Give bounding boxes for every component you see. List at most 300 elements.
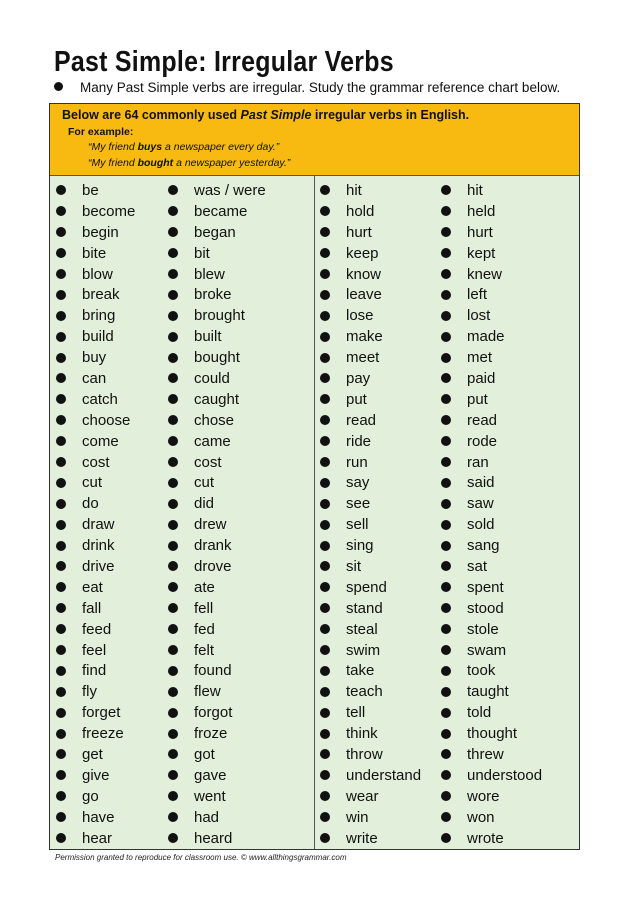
bullet-icon: [56, 770, 66, 780]
verb-text: left: [467, 286, 488, 304]
bullet-icon: [320, 541, 330, 551]
verb-row: [56, 326, 135, 347]
bullet-icon: [441, 185, 451, 195]
bullet-icon: [56, 353, 66, 363]
verb-row: [320, 681, 421, 702]
verb-text: began: [194, 223, 236, 241]
verb-row: [56, 284, 135, 305]
verb-text: be: [82, 181, 99, 199]
verb-text: cut: [82, 474, 103, 492]
verb-text: become: [82, 202, 136, 220]
verb-row: [56, 264, 135, 285]
verb-row: [168, 201, 266, 222]
verb-row: [56, 556, 135, 577]
verb-text: make: [346, 328, 383, 346]
verb-text: fall: [82, 599, 102, 617]
bullet-icon: [320, 353, 330, 363]
verb-row: [56, 222, 135, 243]
bullet-icon: [56, 541, 66, 551]
verb-text: read: [467, 411, 498, 429]
verb-row: [56, 305, 135, 326]
verb-text: did: [194, 495, 215, 513]
verb-text: stand: [346, 599, 383, 617]
verb-row: [441, 765, 542, 786]
verb-text: won: [467, 808, 495, 826]
verb-row: [320, 660, 421, 681]
bullet-icon: [56, 520, 66, 530]
verb-row: [168, 243, 266, 264]
verb-row: [168, 786, 266, 807]
past-form-column-1: [168, 180, 266, 849]
verb-text: hit: [346, 181, 362, 199]
bullet-icon: [441, 582, 451, 592]
verb-row: [441, 452, 542, 473]
verb-text: broke: [194, 286, 232, 304]
verb-row: [441, 493, 542, 514]
verb-text: tell: [346, 704, 366, 722]
bullet-icon: [56, 248, 66, 258]
verb-row: [168, 828, 266, 849]
verb-text: feel: [82, 641, 107, 659]
verb-text: break: [82, 286, 120, 304]
verb-row: [168, 305, 266, 326]
verb-row: [168, 577, 266, 598]
bullet-icon: [320, 520, 330, 530]
verb-row: [168, 723, 266, 744]
verb-row: [320, 368, 421, 389]
bullet-icon: [320, 394, 330, 404]
bullet-icon: [168, 499, 178, 509]
verb-row: [168, 452, 266, 473]
verb-text: understand: [346, 766, 422, 784]
verb-row: [168, 598, 266, 619]
bullet-icon: [441, 645, 451, 655]
bullet-icon: [441, 269, 451, 279]
verb-text: sell: [346, 516, 369, 534]
bullet-icon: [320, 561, 330, 571]
verb-text: lose: [346, 307, 374, 325]
verb-row: [56, 243, 135, 264]
verb-row: [56, 723, 135, 744]
bullet-icon: [168, 749, 178, 759]
verb-row: [441, 326, 542, 347]
verb-text: write: [346, 829, 378, 847]
verb-row: [320, 619, 421, 640]
bullet-icon: [320, 791, 330, 801]
verb-text: drew: [194, 516, 227, 534]
verb-row: [441, 619, 542, 640]
verb-row: [441, 222, 542, 243]
bullet-icon: [320, 812, 330, 822]
verb-text: met: [467, 349, 493, 367]
bullet-icon: [56, 645, 66, 655]
verb-row: [56, 431, 135, 452]
verb-text: brought: [194, 307, 245, 325]
bullet-icon: [441, 687, 451, 697]
bullet-icon: [441, 833, 451, 843]
verb-row: [56, 493, 135, 514]
verb-row: [441, 681, 542, 702]
verb-row: [56, 702, 135, 723]
verb-row: [56, 828, 135, 849]
bullet-icon: [56, 373, 66, 383]
verb-text: do: [82, 495, 99, 513]
bullet-icon: [441, 749, 451, 759]
verb-text: rode: [467, 432, 498, 450]
verb-row: [168, 556, 266, 577]
bullet-icon: [168, 227, 178, 237]
verb-row: [320, 431, 421, 452]
verb-text: give: [82, 766, 110, 784]
subtitle-line: [54, 80, 560, 95]
bullet-icon: [320, 582, 330, 592]
verb-text: gave: [194, 766, 227, 784]
verb-text: fed: [194, 620, 215, 638]
bullet-icon: [168, 457, 178, 467]
bullet-icon: [56, 311, 66, 321]
bullet-icon: [168, 666, 178, 676]
verb-row: [441, 598, 542, 619]
bullet-icon: [441, 436, 451, 446]
verb-text: cut: [194, 474, 215, 492]
verb-row: [441, 243, 542, 264]
bullet-icon: [320, 645, 330, 655]
verb-row: [441, 702, 542, 723]
bullet-icon: [56, 687, 66, 697]
verb-text: thought: [467, 725, 518, 743]
verb-text: find: [82, 662, 107, 680]
verb-row: [168, 681, 266, 702]
verb-row: [441, 284, 542, 305]
verb-row: [56, 660, 135, 681]
verb-text: hear: [82, 829, 113, 847]
verb-text: saw: [467, 495, 494, 513]
bullet-icon: [56, 812, 66, 822]
bullet-icon: [56, 206, 66, 216]
verb-text: forget: [82, 704, 121, 722]
verb-text: get: [82, 745, 103, 763]
verb-row: [168, 389, 266, 410]
bullet-icon: [441, 311, 451, 321]
verb-text: wore: [467, 787, 500, 805]
verb-text: lost: [467, 307, 491, 325]
verb-row: [320, 786, 421, 807]
verb-row: [441, 472, 542, 493]
verb-text: held: [467, 202, 496, 220]
verb-row: [320, 472, 421, 493]
verb-text: ran: [467, 453, 489, 471]
verb-row: [168, 640, 266, 661]
bullet-icon: [168, 624, 178, 634]
bullet-icon: [168, 520, 178, 530]
verb-text: blow: [82, 265, 113, 283]
bullet-icon: [441, 227, 451, 237]
verb-text: teach: [346, 683, 383, 701]
verb-row: [56, 410, 135, 431]
verb-row: [441, 786, 542, 807]
bullet-icon: [441, 666, 451, 676]
verb-row: [441, 535, 542, 556]
bullet-icon: [168, 812, 178, 822]
verb-text: became: [194, 202, 248, 220]
verb-row: [320, 807, 421, 828]
verb-text: bit: [194, 244, 210, 262]
verb-text: go: [82, 787, 99, 805]
bullet-icon: [441, 248, 451, 258]
verb-row: [168, 619, 266, 640]
bullet-icon: [56, 791, 66, 801]
verb-row: [168, 264, 266, 285]
verb-row: [320, 828, 421, 849]
verb-row: [441, 660, 542, 681]
verb-row: [441, 744, 542, 765]
past-form-column-2: [441, 180, 542, 849]
verb-text: stole: [467, 620, 499, 638]
verb-text: flew: [194, 683, 221, 701]
verb-row: [320, 452, 421, 473]
verb-text: say: [346, 474, 370, 492]
verb-text: cost: [194, 453, 222, 471]
verb-text: take: [346, 662, 375, 680]
bullet-icon: [441, 561, 451, 571]
verb-text: feed: [82, 620, 112, 638]
verb-text: paid: [467, 369, 496, 387]
bullet-icon: [56, 561, 66, 571]
verb-row: [56, 347, 135, 368]
verb-row: [320, 765, 421, 786]
bullet-icon: [56, 290, 66, 300]
verb-row: [56, 640, 135, 661]
bullet-icon: [320, 269, 330, 279]
verb-row: [168, 410, 266, 431]
bullet-icon: [168, 603, 178, 613]
verb-text: said: [467, 474, 495, 492]
verb-row: [56, 201, 135, 222]
verb-row: [441, 180, 542, 201]
example-past: “My friend bought a newspaper yesterday.”: [88, 157, 291, 169]
verb-row: [441, 577, 542, 598]
bullet-icon: [320, 457, 330, 467]
verb-text: cost: [82, 453, 110, 471]
verb-row: [56, 681, 135, 702]
verb-text: come: [82, 432, 119, 450]
bullet-icon: [168, 708, 178, 718]
footer-credit: Permission granted to reproduce for classroom use. © www.allthingsgrammar.com: [55, 853, 347, 862]
bullet-icon: [320, 290, 330, 300]
for-example-label: For example:: [68, 126, 134, 138]
verb-row: [441, 556, 542, 577]
verb-text: freeze: [82, 725, 124, 743]
bullet-icon: [320, 415, 330, 425]
bullet-icon: [56, 227, 66, 237]
verb-text: caught: [194, 390, 240, 408]
verb-row: [168, 180, 266, 201]
intro-text: Below are 64 commonly used Past Simple irregular verbs in English.: [62, 108, 470, 122]
verb-row: [56, 472, 135, 493]
verb-text: went: [194, 787, 226, 805]
verb-text: hold: [346, 202, 375, 220]
bullet-icon: [441, 812, 451, 822]
verb-row: [56, 368, 135, 389]
bullet-icon: [56, 749, 66, 759]
verb-text: felt: [194, 641, 215, 659]
verb-row: [168, 431, 266, 452]
bullet-icon: [56, 394, 66, 404]
subtitle-text: Many Past Simple verbs are irregular. Study the grammar reference chart below.: [80, 80, 561, 95]
bullet-icon: [320, 687, 330, 697]
bullet-icon: [441, 353, 451, 363]
verb-text: hit: [467, 181, 483, 199]
bullet-icon: [56, 666, 66, 676]
verb-row: [56, 535, 135, 556]
verb-text: see: [346, 495, 371, 513]
verb-text: took: [467, 662, 496, 680]
bullet-icon: [168, 478, 178, 488]
bullet-icon: [441, 394, 451, 404]
verb-text: sat: [467, 557, 488, 575]
bullet-icon: [168, 770, 178, 780]
verb-row: [441, 368, 542, 389]
verb-row: [441, 347, 542, 368]
bullet-icon: [320, 373, 330, 383]
bullet-icon: [56, 729, 66, 739]
verb-text: read: [346, 411, 377, 429]
bullet-icon: [168, 394, 178, 404]
bullet-icon: [168, 206, 178, 216]
verb-row: [441, 264, 542, 285]
verb-text: fell: [194, 599, 214, 617]
verb-chart: [49, 103, 580, 850]
verb-row: [56, 744, 135, 765]
verb-row: [56, 786, 135, 807]
bullet-icon: [320, 311, 330, 321]
verb-row: [168, 493, 266, 514]
verb-text: throw: [346, 745, 383, 763]
bullet-icon: [56, 603, 66, 613]
verb-row: [56, 577, 135, 598]
bullet-icon: [320, 206, 330, 216]
verb-row: [56, 514, 135, 535]
verb-row: [441, 514, 542, 535]
verb-row: [168, 702, 266, 723]
verb-row: [320, 723, 421, 744]
bullet-icon: [168, 791, 178, 801]
verb-row: [168, 326, 266, 347]
verb-text: wear: [346, 787, 379, 805]
verb-text: ate: [194, 578, 215, 596]
verb-row: [320, 577, 421, 598]
verb-row: [56, 452, 135, 473]
bullet-icon: [441, 624, 451, 634]
verb-text: drank: [194, 537, 232, 555]
bullet-icon: [168, 373, 178, 383]
verb-row: [320, 744, 421, 765]
verb-text: kept: [467, 244, 496, 262]
verb-row: [441, 640, 542, 661]
chart-header: [50, 104, 579, 176]
verb-row: [320, 556, 421, 577]
verb-row: [168, 514, 266, 535]
bullet-icon: [441, 290, 451, 300]
bullet-icon: [168, 290, 178, 300]
bullet-icon: [320, 833, 330, 843]
bullet-icon: [320, 332, 330, 342]
bullet-icon: [320, 708, 330, 718]
bullet-icon: [168, 541, 178, 551]
verb-row: [441, 828, 542, 849]
verb-text: bought: [194, 349, 240, 367]
bullet-icon: [56, 457, 66, 467]
verb-text: can: [82, 369, 107, 387]
verb-row: [320, 702, 421, 723]
verb-row: [320, 598, 421, 619]
bullet-icon: [168, 582, 178, 592]
bullet-icon: [320, 227, 330, 237]
verb-text: made: [467, 328, 505, 346]
verb-text: hurt: [467, 223, 493, 241]
verb-text: put: [467, 390, 488, 408]
verb-row: [56, 598, 135, 619]
verb-text: keep: [346, 244, 379, 262]
verb-row: [320, 264, 421, 285]
verb-row: [320, 347, 421, 368]
verb-text: pay: [346, 369, 371, 387]
verb-text: hurt: [346, 223, 372, 241]
bullet-icon: [168, 687, 178, 697]
verb-text: chose: [194, 411, 235, 429]
verb-text: came: [194, 432, 231, 450]
bullet-icon: [56, 582, 66, 592]
verb-row: [441, 431, 542, 452]
verb-text: had: [194, 808, 220, 826]
verb-text: taught: [467, 683, 509, 701]
verb-text: begin: [82, 223, 119, 241]
verb-text: got: [194, 745, 215, 763]
verb-text: found: [194, 662, 232, 680]
verb-row: [320, 201, 421, 222]
verb-row: [320, 305, 421, 326]
verb-text: leave: [346, 286, 382, 304]
verb-text: catch: [82, 390, 118, 408]
verb-text: sold: [467, 516, 495, 534]
verb-text: spend: [346, 578, 387, 596]
verb-text: told: [467, 704, 492, 722]
verb-text: blew: [194, 265, 225, 283]
bullet-icon: [168, 311, 178, 321]
verb-row: [56, 765, 135, 786]
bullet-icon: [168, 185, 178, 195]
verb-row: [320, 535, 421, 556]
verb-row: [441, 201, 542, 222]
bullet-icon: [320, 185, 330, 195]
bullet-icon: [441, 603, 451, 613]
verb-row: [441, 807, 542, 828]
verb-text: built: [194, 328, 222, 346]
verb-row: [441, 305, 542, 326]
verb-text: buy: [82, 349, 107, 367]
bullet-icon: [320, 770, 330, 780]
verb-row: [320, 410, 421, 431]
verb-text: was / were: [194, 181, 266, 199]
verb-text: swim: [346, 641, 381, 659]
bullet-icon: [56, 499, 66, 509]
bullet-icon: [168, 561, 178, 571]
verb-text: threw: [467, 745, 504, 763]
verb-text: forgot: [194, 704, 233, 722]
bullet-icon: [168, 353, 178, 363]
verb-row: [168, 744, 266, 765]
bullet-icon: [441, 499, 451, 509]
